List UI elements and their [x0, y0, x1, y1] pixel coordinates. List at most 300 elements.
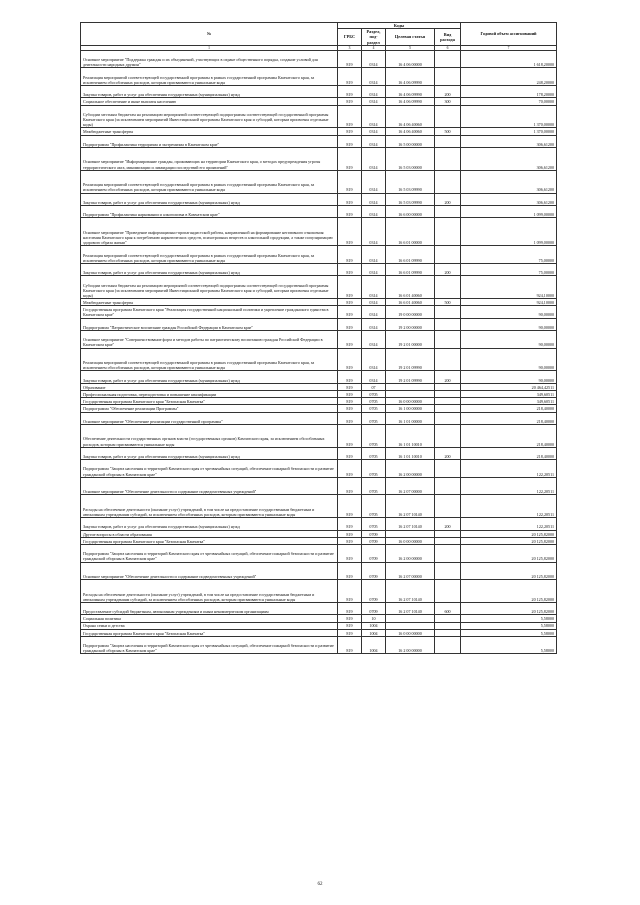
table-row — [81, 495, 557, 518]
row-amount: 75,00000 — [461, 246, 557, 264]
row-name: Предоставление субсидий бюджетным, автономным учреждениям и иным некоммерческим организациям — [81, 602, 338, 614]
row-expense-type — [435, 147, 461, 170]
row-grbs: 819 — [338, 398, 362, 405]
row-name: Подпрограмма "Защита населения и территорий Камчатского края от чрезвычайных ситуаций, обеспечение пожарной безопасности и развитие гражданской обороны в Камчатском крае" — [81, 636, 338, 654]
row-grbs: 819 — [338, 629, 362, 636]
row-razdel: 0705 — [362, 460, 386, 478]
row-expense-type — [435, 562, 461, 580]
column-index-cell: 6 — [435, 45, 461, 50]
row-name: Субсидии местным бюджетам на реализацию мероприятий соответствующей подпрограммы соответствующей государственной программы Камчатского края (за исключением мероприятий Инвестиционной программы Камчатского края и субсидий, которым присвоены отдельные коды) — [81, 276, 338, 299]
budget-table — [80, 22, 557, 654]
row-target-article — [386, 615, 435, 622]
table-row — [81, 391, 557, 398]
row-target-article: 16 5 03 09990 — [386, 193, 435, 205]
row-expense-type: 200 — [435, 86, 461, 98]
row-grbs: 819 — [338, 518, 362, 530]
row-grbs: 819 — [338, 128, 362, 135]
row-amount: 90,00000 — [461, 371, 557, 383]
table-row — [81, 447, 557, 459]
row-grbs: 819 — [338, 602, 362, 614]
table-row — [81, 68, 557, 86]
row-name: Реализация мероприятий соответствующей государственной программы в рамках государственной программы Камчатского края, за исключением обособленных расходов, которым присваиваются уникальные коды — [81, 170, 338, 193]
table-row — [81, 205, 557, 217]
row-amount: 5,58000 — [461, 636, 557, 654]
table-row — [81, 218, 557, 246]
row-razdel: 0709 — [362, 544, 386, 562]
row-target-article: 16 5 00 00000 — [386, 135, 435, 147]
row-target-article: 16 0 00 00000 — [386, 629, 435, 636]
row-expense-type: 200 — [435, 263, 461, 275]
row-amount: 924,10000 — [461, 299, 557, 306]
row-name: Основное мероприятие "Обеспечение деятельности и содержание подведомственных учреждений" — [81, 562, 338, 580]
row-expense-type — [435, 246, 461, 264]
row-target-article: 16 6 00 00000 — [386, 205, 435, 217]
table-row — [81, 193, 557, 205]
row-expense-type — [435, 391, 461, 398]
row-grbs: 819 — [338, 371, 362, 383]
row-name: Подпрограмма "Защита населения и территорий Камчатского края от чрезвычайных ситуаций, обеспечение пожарной безопасности и развитие гражданской обороны в Камчатском крае" — [81, 544, 338, 562]
table-row — [81, 246, 557, 264]
row-expense-type: 200 — [435, 447, 461, 459]
row-target-article: 16 4 06 09990 — [386, 86, 435, 98]
row-razdel: 0314 — [362, 86, 386, 98]
row-amount: 90,00000 — [461, 318, 557, 330]
row-amount: 5,58000 — [461, 629, 557, 636]
row-expense-type — [435, 477, 461, 495]
row-name: Основное мероприятие "Поддержка граждан и их объединений, участвующих в охране общественного порядка, создание условий для деятельности народных дружин" — [81, 50, 338, 68]
budget-table-sheet — [80, 22, 556, 654]
row-razdel: 0314 — [362, 306, 386, 318]
row-expense-type: 500 — [435, 128, 461, 135]
row-grbs: 819 — [338, 636, 362, 654]
row-grbs: 819 — [338, 544, 362, 562]
row-grbs: 819 — [338, 495, 362, 518]
row-amount: 1 370,00000 — [461, 105, 557, 128]
row-target-article: 19 2 01 00000 — [386, 331, 435, 349]
row-grbs: 819 — [338, 263, 362, 275]
row-amount: 218,40000 — [461, 447, 557, 459]
row-target-article: 16 4 06 00000 — [386, 50, 435, 68]
row-expense-type — [435, 537, 461, 544]
row-expense-type — [435, 460, 461, 478]
row-razdel: 0314 — [362, 218, 386, 246]
column-index-cell: 7 — [461, 45, 557, 50]
row-expense-type — [435, 105, 461, 128]
row-amount: 306,61200 — [461, 147, 557, 170]
row-target-article: 16 4 06 09990 — [386, 98, 435, 105]
table-row — [81, 306, 557, 318]
row-grbs: 819 — [338, 205, 362, 217]
row-grbs: 819 — [338, 318, 362, 330]
row-razdel: 0314 — [362, 263, 386, 275]
row-razdel: 0705 — [362, 477, 386, 495]
row-expense-type — [435, 68, 461, 86]
table-row — [81, 602, 557, 614]
row-razdel: 0314 — [362, 105, 386, 128]
row-razdel: 0709 — [362, 537, 386, 544]
header-razdel: Раздел, под-раздел — [362, 29, 386, 46]
row-name: Основное мероприятие "Совершенствование форм и методов работы по патриотическому воспитанию граждан Российской Федерации в Камчатском крае" — [81, 331, 338, 349]
table-row — [81, 562, 557, 580]
row-expense-type — [435, 412, 461, 424]
row-amount: 20 125,82000 — [461, 562, 557, 580]
row-target-article: 19 2 01 09990 — [386, 348, 435, 371]
row-razdel: 0705 — [362, 495, 386, 518]
row-target-article: 16 1 01 00000 — [386, 412, 435, 424]
row-amount: 5,58000 — [461, 622, 557, 629]
row-razdel: 0705 — [362, 398, 386, 405]
table-row — [81, 622, 557, 629]
row-amount: 70,00000 — [461, 98, 557, 105]
header-grbs: ГРБС — [338, 29, 362, 46]
row-grbs: 819 — [338, 276, 362, 299]
row-expense-type — [435, 530, 461, 537]
row-name: Закупка товаров, работ и услуг для обеспечения государственных (муниципальных) нужд — [81, 447, 338, 459]
row-grbs: 819 — [338, 477, 362, 495]
row-amount: 122,20511 — [461, 495, 557, 518]
row-expense-type — [435, 318, 461, 330]
row-grbs: 819 — [338, 348, 362, 371]
row-razdel: 0314 — [362, 170, 386, 193]
row-name: Охрана семьи и детства — [81, 622, 338, 629]
row-razdel: 0314 — [362, 68, 386, 86]
table-row — [81, 147, 557, 170]
row-target-article: 16 6 01 09990 — [386, 246, 435, 264]
table-row — [81, 86, 557, 98]
row-target-article — [386, 391, 435, 398]
row-razdel: 0314 — [362, 331, 386, 349]
row-name: Межбюджетные трансферты — [81, 299, 338, 306]
row-amount: 306,61200 — [461, 193, 557, 205]
row-target-article: 19 0 00 00000 — [386, 306, 435, 318]
column-index-cell: 1 — [81, 45, 338, 50]
row-expense-type — [435, 218, 461, 246]
row-amount: 1 099,00000 — [461, 205, 557, 217]
row-name: Обеспечение деятельности государственных органов власти (государственных органов) Камчатского края, за исключением обособленных расходов, которым присваиваются уникальные коды — [81, 425, 338, 448]
column-index-cell: 4 — [362, 45, 386, 50]
row-expense-type — [435, 580, 461, 603]
table-row — [81, 405, 557, 412]
row-expense-type — [435, 348, 461, 371]
row-amount: 5,58000 — [461, 615, 557, 622]
row-grbs: 819 — [338, 98, 362, 105]
row-target-article: 16 1 00 00000 — [386, 405, 435, 412]
table-row — [81, 135, 557, 147]
row-target-article: 16 2 07 10140 — [386, 518, 435, 530]
row-razdel: 0314 — [362, 246, 386, 264]
row-amount: 20 125,82000 — [461, 602, 557, 614]
row-grbs: 819 — [338, 68, 362, 86]
row-expense-type — [435, 398, 461, 405]
table-row — [81, 530, 557, 537]
header-csr: Целевая статья — [386, 29, 435, 46]
row-razdel: 0314 — [362, 205, 386, 217]
row-grbs: 819 — [338, 86, 362, 98]
row-grbs: 819 — [338, 193, 362, 205]
row-grbs: 819 — [338, 562, 362, 580]
row-expense-type: 200 — [435, 518, 461, 530]
table-row — [81, 412, 557, 424]
row-amount: 20 125,82000 — [461, 580, 557, 603]
row-target-article: 16 1 01 10010 — [386, 425, 435, 448]
row-razdel: 0705 — [362, 391, 386, 398]
row-expense-type — [435, 306, 461, 318]
header-codes: Коды — [338, 23, 461, 29]
row-target-article: 16 2 07 00000 — [386, 562, 435, 580]
row-expense-type — [435, 615, 461, 622]
row-grbs: 819 — [338, 331, 362, 349]
table-row — [81, 50, 557, 68]
row-grbs: 819 — [338, 218, 362, 246]
row-name: Подпрограмма "Защита населения и территорий Камчатского края от чрезвычайных ситуаций, обеспечение пожарной безопасности и развитие гражданской обороны в Камчатском крае" — [81, 460, 338, 478]
row-grbs: 819 — [338, 383, 362, 390]
row-target-article: 16 2 00 00000 — [386, 636, 435, 654]
row-grbs: 819 — [338, 622, 362, 629]
row-target-article — [386, 622, 435, 629]
column-index-cell: 3 — [338, 45, 362, 50]
row-grbs: 819 — [338, 405, 362, 412]
row-grbs: 819 — [338, 299, 362, 306]
row-razdel: 0314 — [362, 318, 386, 330]
row-name: Расходы на обеспечение деятельности (оказание услуг) учреждений, в том числе на предоставление государственным бюджетным и автономным учреждениям субсидий, за исключением обособленных расходов, которым присваиваются уникальные коды — [81, 495, 338, 518]
row-expense-type: 500 — [435, 299, 461, 306]
row-amount: 178,20000 — [461, 86, 557, 98]
row-name: Закупка товаров, работ и услуг для обеспечения государственных (муниципальных) нужд — [81, 86, 338, 98]
table-row — [81, 518, 557, 530]
row-target-article: 16 2 07 10140 — [386, 580, 435, 603]
row-grbs: 819 — [338, 135, 362, 147]
row-name: Подпрограмма "Профилактика наркомании и алкоголизма в Камчатском крае" — [81, 205, 338, 217]
row-expense-type — [435, 544, 461, 562]
row-razdel: 0705 — [362, 518, 386, 530]
row-target-article: 19 2 00 00000 — [386, 318, 435, 330]
row-razdel: 1004 — [362, 622, 386, 629]
table-row — [81, 636, 557, 654]
row-name: Государственная программа Камчатского края "Безопасная Камчатка" — [81, 537, 338, 544]
row-expense-type: 200 — [435, 193, 461, 205]
table-row — [81, 299, 557, 306]
row-target-article: 16 4 06 40060 — [386, 105, 435, 128]
row-target-article: 16 6 01 09990 — [386, 263, 435, 275]
table-row — [81, 615, 557, 622]
table-row — [81, 371, 557, 383]
row-name: Подпрограмма "Обеспечение реализации Программы" — [81, 405, 338, 412]
row-grbs: 819 — [338, 460, 362, 478]
row-amount: 924,10000 — [461, 276, 557, 299]
row-razdel: 10 — [362, 615, 386, 622]
table-row — [81, 318, 557, 330]
table-row — [81, 398, 557, 405]
row-razdel: 0705 — [362, 412, 386, 424]
table-row — [81, 544, 557, 562]
row-name: Другие вопросы в области образования — [81, 530, 338, 537]
row-amount: 75,00000 — [461, 263, 557, 275]
table-row — [81, 383, 557, 390]
page-number: 62 — [317, 882, 323, 887]
row-name: Основное мероприятие "Обеспечение реализации государственной программы" — [81, 412, 338, 424]
table-row — [81, 580, 557, 603]
row-target-article: 16 2 07 10140 — [386, 495, 435, 518]
row-grbs: 819 — [338, 246, 362, 264]
row-razdel: 0705 — [362, 447, 386, 459]
row-expense-type — [435, 622, 461, 629]
row-target-article: 16 2 07 00000 — [386, 477, 435, 495]
row-name: Основное мероприятие "Обеспечение деятельности и содержание подведомственных учреждений" — [81, 477, 338, 495]
row-expense-type: 600 — [435, 602, 461, 614]
row-name: Реализация мероприятий соответствующей государственной программы в рамках государственной программы Камчатского края, за исключением обособленных расходов, которым присваиваются уникальные коды — [81, 348, 338, 371]
row-grbs: 819 — [338, 170, 362, 193]
row-razdel: 0705 — [362, 405, 386, 412]
row-name: Государственная программа Камчатского края "Безопасная Камчатка" — [81, 398, 338, 405]
table-row — [81, 425, 557, 448]
row-name: Социальная политика — [81, 615, 338, 622]
row-grbs: 819 — [338, 615, 362, 622]
row-name: Подпрограмма "Патриотическое воспитание граждан Российской Федерации в Камчатском крае" — [81, 318, 338, 330]
row-amount: 218,40000 — [461, 425, 557, 448]
row-razdel: 0709 — [362, 530, 386, 537]
row-razdel: 0314 — [362, 98, 386, 105]
row-name: Основное мероприятие "Проведение информационно-пропагандистской работы, направленной на формирование негативного отношения населения Камчатского края к потреблению наркотических средств, психотропных веществ и алкогольной продукции, а также популяризацию здорового образа жизни" — [81, 218, 338, 246]
row-name: Закупка товаров, работ и услуг для обеспечения государственных (муниципальных) нужд — [81, 371, 338, 383]
row-grbs: 819 — [338, 412, 362, 424]
row-grbs: 819 — [338, 530, 362, 537]
row-amount: 122,20511 — [461, 477, 557, 495]
table-row — [81, 331, 557, 349]
row-name: Расходы на обеспечение деятельности (оказание услуг) учреждений, в том числе на предоставление государственным бюджетным и автономным учреждениям субсидий, за исключением обособленных расходов, которым присваиваются уникальные коды — [81, 580, 338, 603]
row-razdel: 0709 — [362, 580, 386, 603]
row-target-article: 16 2 07 10140 — [386, 602, 435, 614]
row-razdel: 0709 — [362, 602, 386, 614]
row-grbs: 819 — [338, 580, 362, 603]
row-razdel: 0314 — [362, 128, 386, 135]
header-vid: Вид расхода — [435, 29, 461, 46]
row-razdel: 0314 — [362, 193, 386, 205]
row-name: Образование — [81, 383, 338, 390]
row-expense-type — [435, 205, 461, 217]
table-row — [81, 263, 557, 275]
row-name: Основное мероприятие "Информирование граждан, проживающих на территории Камчатского края, о методах предупреждения угрозы террористического акта, минимизации и ликвидации последствий его проявлений" — [81, 147, 338, 170]
row-expense-type — [435, 331, 461, 349]
row-target-article: 16 6 01 40060 — [386, 276, 435, 299]
header-number: № — [81, 23, 338, 46]
row-amount: 1 618,20000 — [461, 50, 557, 68]
row-amount: 248,20000 — [461, 68, 557, 86]
table-row — [81, 105, 557, 128]
row-name: Закупка товаров, работ и услуг для обеспечения государственных (муниципальных) нужд — [81, 193, 338, 205]
row-razdel: 0314 — [362, 147, 386, 170]
row-razdel: 0314 — [362, 371, 386, 383]
row-name: Реализация мероприятий соответствующей государственной программы в рамках государственной программы Камчатского края, за исключением обособленных расходов, которым присваиваются уникальные коды — [81, 68, 338, 86]
row-expense-type — [435, 383, 461, 390]
row-razdel: 0314 — [362, 276, 386, 299]
header-amount: Годовой объем ассигнований — [461, 23, 557, 46]
row-amount: 20 125,82000 — [461, 537, 557, 544]
row-amount: 1 370,00000 — [461, 128, 557, 135]
row-razdel: 0314 — [362, 299, 386, 306]
row-grbs: 819 — [338, 105, 362, 128]
row-expense-type: 300 — [435, 98, 461, 105]
table-row — [81, 477, 557, 495]
row-amount: 349,60511 — [461, 391, 557, 398]
row-name: Подпрограмма "Профилактика терроризма и экстремизма в Камчатском крае" — [81, 135, 338, 147]
row-name: Государственная программа Камчатского края "Реализация государственной национальной политики и укрепление гражданского единства в Камчатском крае" — [81, 306, 338, 318]
row-razdel: 0314 — [362, 135, 386, 147]
row-amount: 218,40000 — [461, 405, 557, 412]
row-expense-type — [435, 276, 461, 299]
row-target-article: 16 1 01 10010 — [386, 447, 435, 459]
row-expense-type — [435, 495, 461, 518]
row-target-article: 16 2 00 00000 — [386, 460, 435, 478]
row-amount: 1 099,00000 — [461, 218, 557, 246]
row-target-article: 16 5 03 09990 — [386, 170, 435, 193]
column-index-cell: 5 — [386, 45, 435, 50]
table-row — [81, 537, 557, 544]
table-row — [81, 170, 557, 193]
row-expense-type — [435, 170, 461, 193]
row-amount: 20 125,82000 — [461, 544, 557, 562]
row-expense-type: 200 — [435, 371, 461, 383]
row-expense-type — [435, 425, 461, 448]
row-target-article: 16 4 06 09990 — [386, 68, 435, 86]
row-razdel: 1004 — [362, 629, 386, 636]
row-grbs: 819 — [338, 391, 362, 398]
row-grbs: 819 — [338, 425, 362, 448]
row-name: Межбюджетные трансферты — [81, 128, 338, 135]
row-expense-type — [435, 405, 461, 412]
row-razdel: 07 — [362, 383, 386, 390]
row-expense-type — [435, 135, 461, 147]
row-grbs: 819 — [338, 147, 362, 170]
row-name: Субсидии местным бюджетам на реализацию мероприятий соответствующей подпрограммы соответствующей государственной программы Камчатского края (за исключением мероприятий Инвестиционной программы Камчатского края и субсидий, которым присвоены отдельные коды) — [81, 105, 338, 128]
row-amount: 90,00000 — [461, 331, 557, 349]
table-row — [81, 460, 557, 478]
row-razdel: 0709 — [362, 562, 386, 580]
row-razdel: 1004 — [362, 636, 386, 654]
row-expense-type — [435, 50, 461, 68]
row-target-article: 16 5 03 00000 — [386, 147, 435, 170]
row-target-article: 16 6 01 00000 — [386, 218, 435, 246]
row-grbs: 819 — [338, 306, 362, 318]
row-amount: 90,00000 — [461, 306, 557, 318]
row-amount: 122,20511 — [461, 518, 557, 530]
table-row — [81, 276, 557, 299]
table-row — [81, 629, 557, 636]
row-target-article: 16 0 00 00000 — [386, 537, 435, 544]
row-name: Социальное обеспечение и иные выплаты населению — [81, 98, 338, 105]
row-amount: 218,40000 — [461, 412, 557, 424]
row-amount: 20 125,82000 — [461, 530, 557, 537]
row-target-article — [386, 383, 435, 390]
row-amount: 349,60511 — [461, 398, 557, 405]
row-razdel: 0314 — [362, 348, 386, 371]
row-target-article: 16 4 06 40060 — [386, 128, 435, 135]
row-target-article: 16 2 00 00000 — [386, 544, 435, 562]
row-target-article: 16 0 00 00000 — [386, 398, 435, 405]
row-amount: 122,20511 — [461, 460, 557, 478]
row-name: Государственная программа Камчатского края "Безопасная Камчатка" — [81, 629, 338, 636]
row-target-article — [386, 530, 435, 537]
row-amount: 90,00000 — [461, 348, 557, 371]
row-amount: 306,61200 — [461, 135, 557, 147]
row-name: Реализация мероприятий соответствующей государственной программы в рамках государственной программы Камчатского края, за исключением обособленных расходов, которым присваиваются уникальные коды — [81, 246, 338, 264]
row-razdel: 0705 — [362, 425, 386, 448]
row-name: Закупка товаров, работ и услуг для обеспечения государственных (муниципальных) нужд — [81, 518, 338, 530]
row-grbs: 819 — [338, 447, 362, 459]
row-amount: 306,61200 — [461, 170, 557, 193]
row-razdel: 0314 — [362, 50, 386, 68]
row-expense-type — [435, 629, 461, 636]
row-grbs: 819 — [338, 50, 362, 68]
